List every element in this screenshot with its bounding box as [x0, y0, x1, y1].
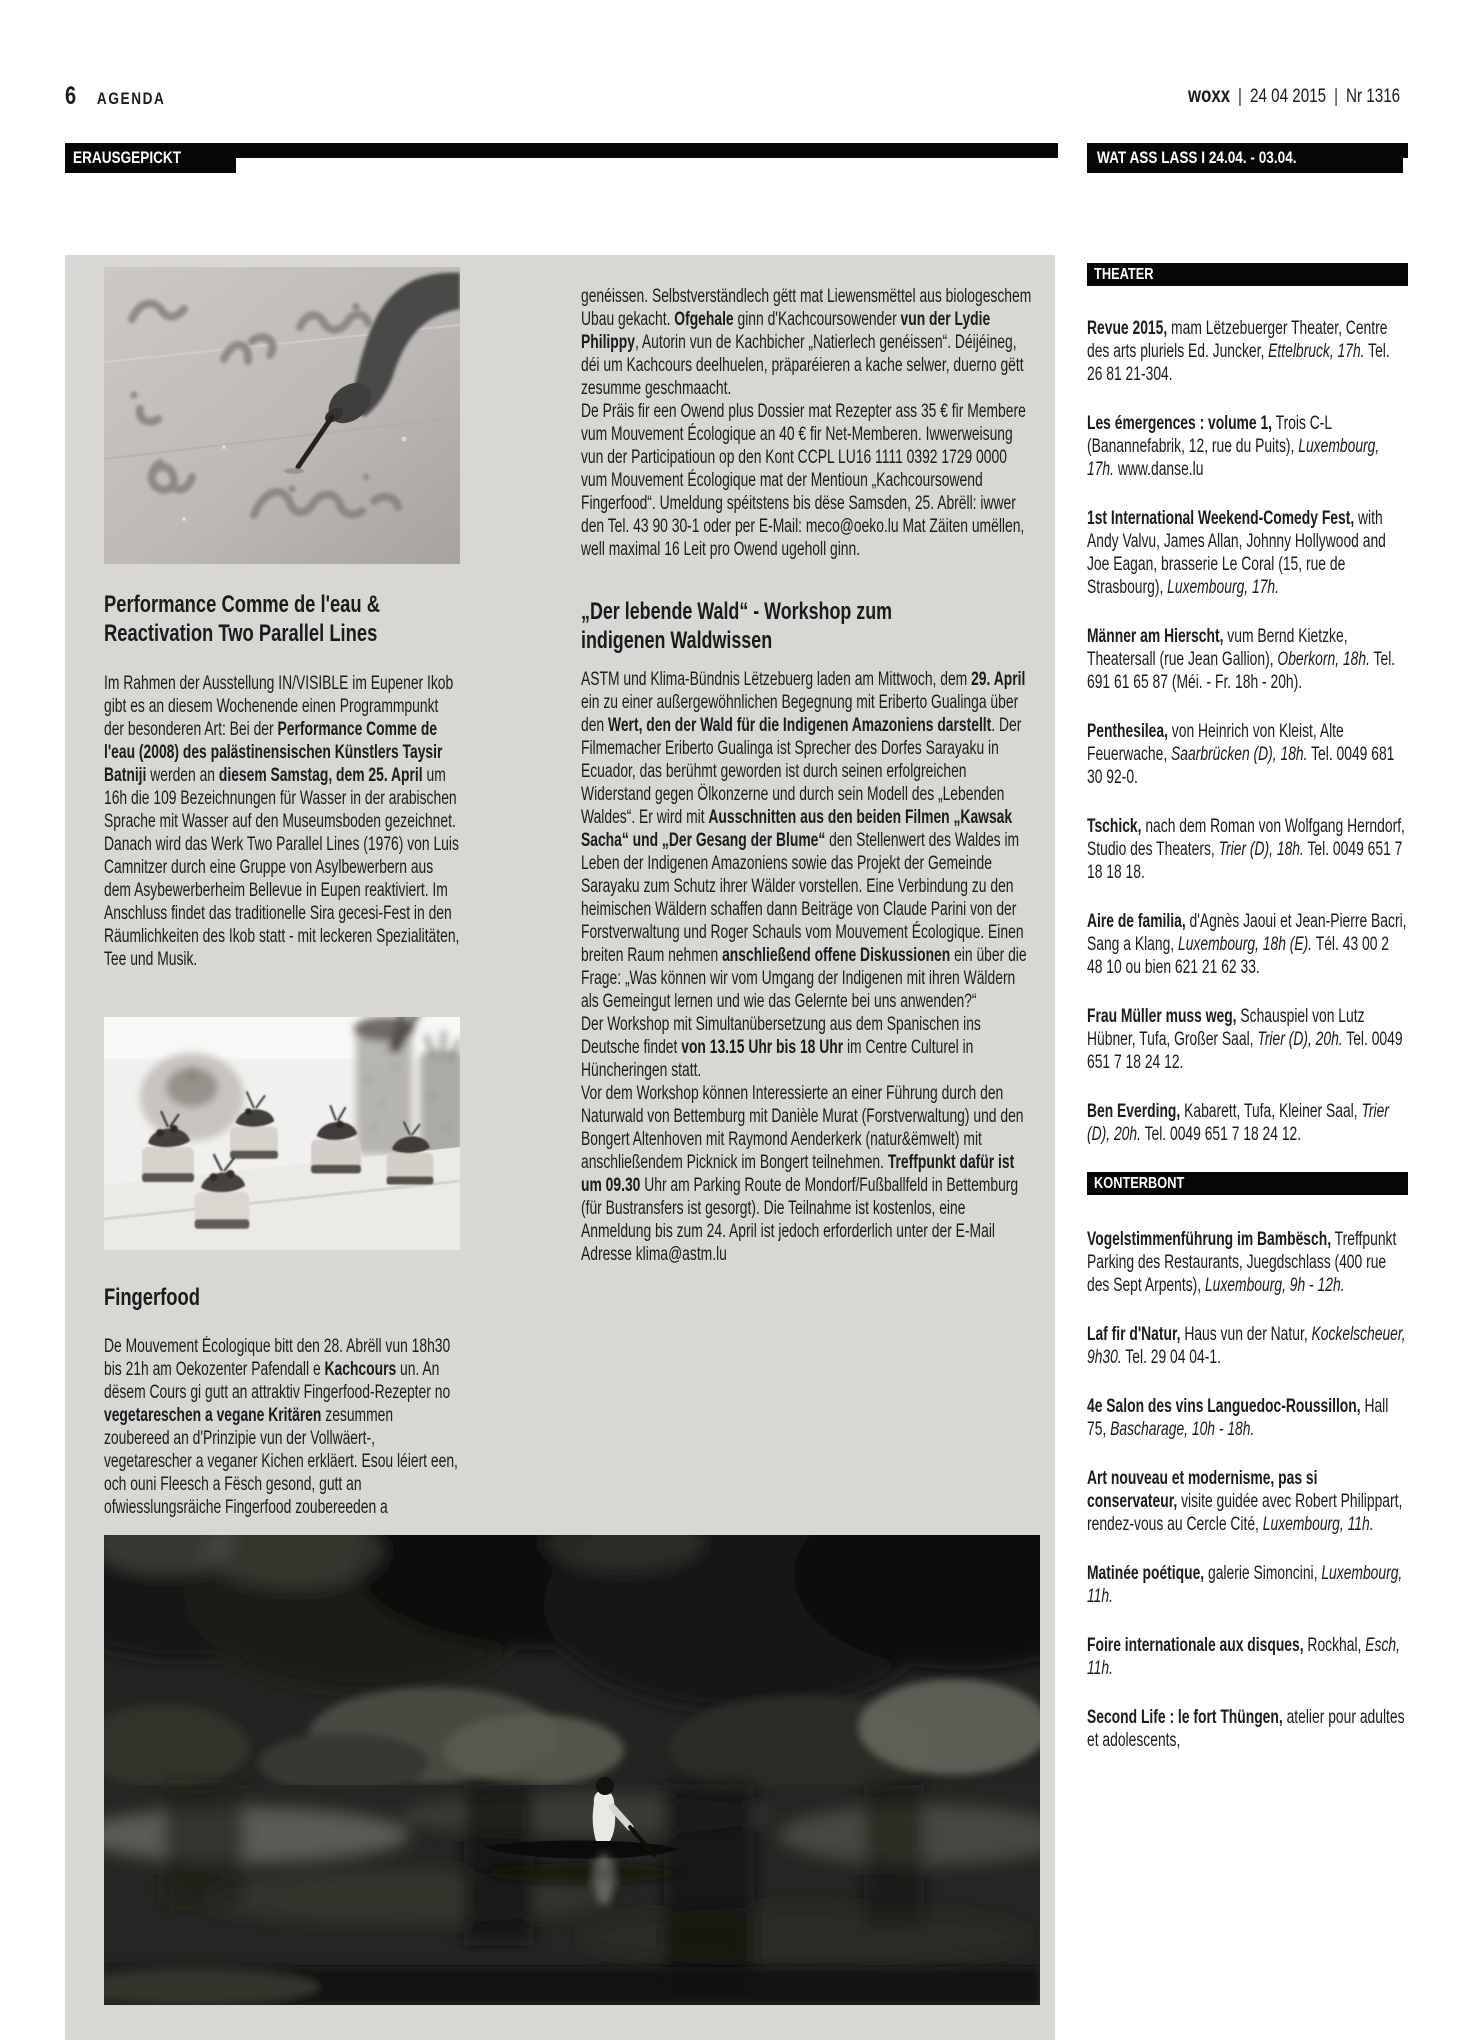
- article-performance-body: [104, 672, 460, 971]
- listing-item: Les émergences : volume 1, Trois C-L (Banannefabrik, 12, rue du Puits), Luxembourg, 17h. www.danse.lu: [1087, 413, 1380, 480]
- listing-item: Ben Everding, Kabarett, Tufa, Kleiner Saal, Trier (D), 20h. Tel. 0049 651 7 18 24 12.: [1087, 1101, 1389, 1145]
- listing-item: Tschick, nach dem Roman von Wolfgang Herndorf, Studio des Theaters, Trier (D), 18h. Tel. 0049 651 7 18 18 18.: [1087, 816, 1405, 883]
- masthead: [1135, 84, 1400, 108]
- article-fingerfood: [104, 1283, 460, 1312]
- article-performance: [104, 590, 460, 648]
- listing-item: Vogelstimmenführung im Bambësch, Treffpunkt Parking des Restaurants, Juegdschlass (400 rue des Sept Arpents), Luxembourg, 9h - 12h.: [1087, 1229, 1397, 1296]
- right-banner: [1087, 143, 1403, 173]
- article-title-line: Performance Comme de l'eau &: [104, 591, 381, 618]
- article-fingerfood-body: [104, 1335, 460, 1519]
- article-title-line: indigenen Waldwissen: [581, 627, 773, 654]
- river-canoe-photo: [104, 1535, 1040, 2005]
- listing-item: Revue 2015, mam Lëtzebuerger Theater, Centre des arts pluriels Ed. Juncker, Ettelbruck, 17h. Tel. 26 81 21-304.: [1087, 318, 1390, 385]
- left-banner: [65, 143, 236, 173]
- header-left: [65, 82, 191, 111]
- article-title-line: Fingerfood: [104, 1284, 200, 1311]
- listing-item: Laf fir d'Natur, Haus vun der Natur, Kockelscheuer, 9h30. Tel. 29 04 04-1.: [1087, 1324, 1406, 1368]
- konterbont-listings: [1087, 1228, 1408, 1752]
- masthead-separator: |: [1333, 86, 1338, 107]
- middle-column: [581, 285, 1033, 1266]
- left-banner-label: ERAUSGEPICKT: [73, 148, 182, 167]
- article-wald-title: [581, 597, 1033, 655]
- theater-listings: [1087, 317, 1408, 1146]
- article-paragraph: De Präis fir een Owend plus Dossier mat Rezepter ass 35 € fir Membere vum Mouvement Écologique an 40 € fir Net-Memberen. Iwwerweisung vun der Participatioun op den Kont CCPL LU16 1111 0392 1729 0000 vum Mouvement Écologique mat der Mentioun „Kachcoursowend Fingerfood“. Umeldung spéitstens bis dëse Samsden, 25. Abrëll: iwwer den Tel. 43 90 30-1 oder per E-Mail: meco@oeko.lu Mat Zäiten umëllen, well maximal 16 Leit pro Owend ugeholl ginn.: [581, 401, 1026, 560]
- listing-item: Aire de familia, d'Agnès Jaoui et Jean-Pierre Bacri, Sang a Klang, Luxembourg, 18h (E). Tél. 43 00 2 48 10 ou bien 621 21 62 33.: [1087, 911, 1407, 978]
- issue-number: Nr 1316: [1345, 86, 1400, 107]
- masthead-separator: |: [1237, 86, 1242, 107]
- page-number: 6: [65, 82, 77, 110]
- listing-item: Männer am Hierscht, vum Bernd Kietzke, Theatersall (rue Jean Gallion), Oberkorn, 18h. Tel. 691 61 65 87 (Méi. - Fr. 18h - 20h).: [1087, 626, 1396, 693]
- section-label: AGENDA: [96, 89, 166, 108]
- article-paragraph: Vor dem Workshop können Interessierte an einer Führung durch den Naturwald von Bettemburg mit Danièle Murat (Forstverwaltung) und den Bongert Altenhoven mit Raymond Aenderkerk (natur&ëmwelt) mit anschließendem Picknick im Bongert teilnehmen. Treffpunkt dafür ist um 09.30 Uhr am Parking Route de Mondorf/Fußballfeld in Bettemburg (für Bustransfers ist gesorgt). Die Teilnahme ist kostenlos, eine Anmeldung bis zum 24. April ist jedoch erforderlich unter der E-Mail Adresse klima@astm.lu: [581, 1083, 1024, 1265]
- canoe-reflection: [487, 1863, 677, 1883]
- issue-date: 24 04 2015: [1249, 86, 1326, 107]
- brand-logo: woxx: [1187, 84, 1230, 107]
- konterbont-section-bar: [1087, 1172, 1408, 1195]
- listing-item: Frau Müller muss weg, Schauspiel von Lutz Hübner, Tufa, Großer Saal, Trier (D), 20h. Tel. 0049 651 7 18 24 12.: [1087, 1006, 1403, 1073]
- listing-item: Penthesilea, von Heinrich von Kleist, Alte Feuerwache, Saarbrücken (D), 18h. Tel. 0049 681 30 92-0.: [1087, 721, 1395, 788]
- listing-item: Foire internationale aux disques, Rockhal, Esch, 11h.: [1087, 1635, 1400, 1679]
- article-paragraph: ASTM und Klima-Bündnis Lëtzebuerg laden am Mittwoch, dem 29. April ein zu einer außergewöhnlichen Begegnung mit Eriberto Gualinga über den Wert, den der Wald für die Indigenen Amazoniens darstellt. Der Filmemacher Eriberto Gualinga ist Sprecher des Dorfes Sarayaku in Ecuador, das berühmt geworden ist durch seinen erfolgreichen Widerstand gegen Ölkonzerne und durch sein Modell des „Lebenden Waldes“. Er wird mit Ausschnitten aus den beiden Filmen „Kawsak Sacha“ und „Der Gesang der Blume“ den Stellenwert des Waldes im Leben der Indigenen Amazoniens sowie das Projekt der Gemeinde Sarayaku zum Schutz ihrer Wälder vorstellen. Eine Verbindung zu den heimischen Wäldern schaffen dann Beiträge von Claude Parini von der Forstverwaltung und Roger Schauls vom Mouvement Écologique. Einen breiten Raum nehmen anschließend offene Diskussionen ein über die Frage: „Was können wir vom Umgang der Indigenen mit ihren Wäldern als Gemeingut lernen und wie das Gelernte bei uns anwenden?“: [581, 669, 1027, 1012]
- water-calligraphy-photo: [104, 267, 460, 564]
- listing-item: 1st International Weekend-Comedy Fest, with Andy Valvu, James Allan, Johnny Hollywood and Joe Eagan, brasserie Le Coral (15, rue de Strasbourg), Luxembourg, 17h.: [1087, 508, 1386, 598]
- listing-item: Art nouveau et modernisme, pas si conservateur, visite guidée avec Robert Philippart, rendez-vous au Cercle Cité, Luxembourg, 11h.: [1087, 1468, 1403, 1535]
- article-paragraph: genéissen. Selbstverständlech gëtt mat Liewensmëttel aus biologeschem Ubau gekacht. Ofgehale ginn d'Kachcoursowender vun der Lydie Philippy, Autorin vun de Kachbicher „Natierlech genéissen“. Déijéineg, déi um Kachcours deelhuelen, präparéieren a kache selwer, duerno gëtt zesumme geschmaacht.: [581, 286, 1032, 399]
- right-banner-rule: [1393, 143, 1408, 158]
- right-column: [1087, 263, 1408, 1778]
- article-title-line: „Der lebende Wald“ - Workshop zum: [581, 598, 893, 625]
- theater-section-label: THEATER: [1094, 266, 1154, 283]
- konterbont-section-label: KONTERBONT: [1094, 1175, 1185, 1192]
- article-paragraph: De Mouvement Écologique bitt den 28. Abrëll vun 18h30 bis 21h am Oekozenter Pafendall e Kachcours un. An dësem Cours gi gutt an attraktiv Fingerfood-Rezepter no vegetareschen a vegane Kritären zesummen zoubereed an d'Prinzipie vun der Vollwäert-, vegetarescher a veganer Kichen erkläert. Esou léiert een, och ouni Fleesch a Fësch gesond, gutt an ofwiesslungsräiche Fingerfood zoubereeden a: [104, 1336, 458, 1518]
- article-paragraph: Im Rahmen der Ausstellung IN/VISIBLE im Eupener Ikob gibt es an diesem Wochenende einen Programmpunkt der besonderen Art: Bei der Performance Comme de l'eau (2008) des palästinensischen Künstlers Taysir Batniji werden an diesem Samstag, dem 25. April um 16h die 109 Bezeichnungen für Wasser in der arabischen Sprache mit Wasser auf den Museumsboden gezeichnet. Danach wird das Werk Two Parallel Lines (1976) von Luis Camnitzer durch eine Gruppe von Asylbewerbern aus dem Asybewerberheim Bellevue in Eupen reaktiviert. Im Anschluss findet das traditionelle Sira gecesi-Fest in den Räumlichkeiten des Ikob statt - mit leckeren Spezialitäten, Tee und Musik.: [104, 673, 460, 970]
- fingerfood-photo: [104, 1017, 460, 1250]
- article-title-line: Reactivation Two Parallel Lines: [104, 620, 378, 647]
- listing-item: 4e Salon des vins Languedoc-Roussillon, Hall 75, Bascharage, 10h - 18h.: [1087, 1396, 1389, 1440]
- listing-item: Matinée poétique, galerie Simoncini, Luxembourg, 11h.: [1087, 1563, 1403, 1607]
- right-banner-label: WAT ASS LASS I 24.04. - 03.04.: [1097, 148, 1297, 167]
- listing-item: Second Life : le fort Thüngen, atelier pour adultes et adolescents,: [1087, 1707, 1405, 1751]
- article-paragraph: Der Workshop mit Simultanübersetzung aus dem Spanischen ins Deutsche findet von 13.15 Uhr bis 18 Uhr im Centre Culturel in Hüncheringen statt.: [581, 1014, 981, 1081]
- theater-section-bar: [1087, 263, 1408, 286]
- left-banner-rule: [228, 143, 1058, 158]
